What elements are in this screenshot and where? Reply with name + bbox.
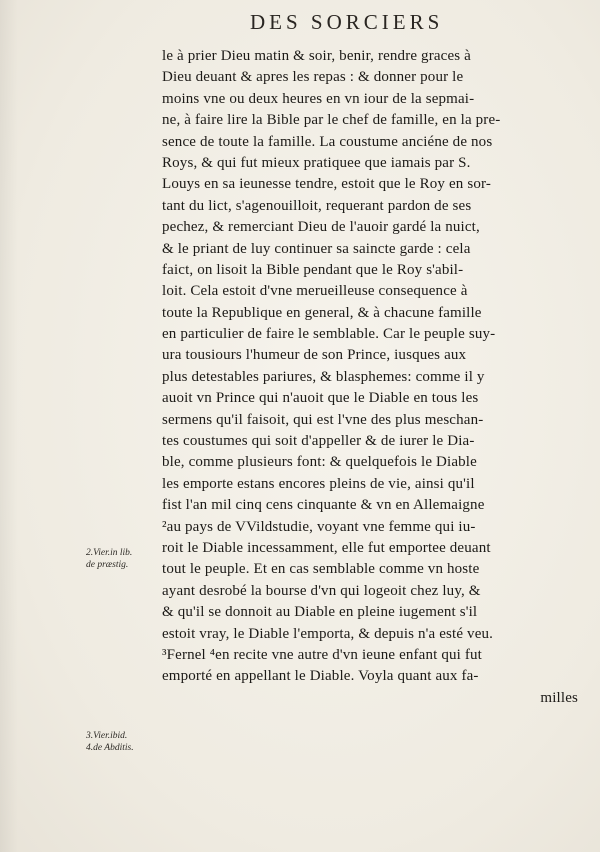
- text-line: ²au pays de VVildstudie, voyant vne femme qui iu-: [162, 518, 476, 535]
- text-line: sermens qu'il faisoit, qui est l'vne des plus meschan-: [162, 411, 484, 428]
- text-line: Louys en sa ieunesse tendre, estoit que le Roy en sor-: [162, 176, 491, 193]
- margin-note-vier-abditis: [86, 730, 156, 754]
- text-line: ³Fernel ⁴en recite vne autre d'vn ieune enfant qui fut: [162, 646, 482, 663]
- text-line: plus detestables pariures, & blasphemes: comme il y: [162, 368, 485, 385]
- running-header: DES SORCIERS: [250, 10, 444, 34]
- text-line: Dieu deuant & apres les repas : & donner pour le: [162, 69, 464, 86]
- text-line: tes coustumes qui soit d'appeller & de iurer le Dia-: [162, 433, 475, 450]
- text-line: moins vne ou deux heures en vn iour de la sepmai-: [162, 90, 475, 107]
- margin-note-line: de præstig.: [86, 560, 129, 570]
- text-line: Roys, & qui fut mieux pratiquee que iamais par S.: [162, 154, 471, 171]
- text-line: milles: [540, 689, 578, 706]
- text-line: & qu'il se donnoit au Diable en pleine iugement s'il: [162, 604, 478, 621]
- text-line: tout le peuple. Et en cas semblable comme vn hoste: [162, 561, 480, 578]
- text-line: fist l'an mil cinq cens cinquante & vn en Allemaigne: [162, 497, 485, 514]
- text-line: tant du lict, s'agenouilloit, requerant pardon de ses: [162, 197, 472, 214]
- text-line: ayant desrobé la bourse d'vn qui logeoit chez luy, &: [162, 582, 481, 599]
- text-line: faict, on lisoit la Bible pendant que le Roy s'abil-: [162, 261, 464, 278]
- body-text: [162, 46, 582, 709]
- text-line: loit. Cela estoit d'vne merueilleuse consequence à: [162, 283, 468, 300]
- text-line: sence de toute la famille. La coustume anciéne de nos: [162, 133, 493, 150]
- margin-note-vier-praestig: [86, 547, 156, 571]
- text-line: ura tousiours l'humeur de son Prince, iusques aux: [162, 347, 467, 364]
- text-line: auoit vn Prince qui n'auoit que le Diable en tous les: [162, 390, 479, 407]
- text-line: & le priant de luy continuer sa saincte garde : cela: [162, 240, 471, 257]
- text-line: ne, à faire lire la Bible par le chef de famille, en la pre-: [162, 112, 501, 129]
- text-line: le à prier Dieu matin & soir, benir, rendre graces à: [162, 48, 471, 64]
- text-line: ble, comme plusieurs font: & quelquefois le Diable: [162, 454, 477, 471]
- margin-note-line: 3.Vier.ibid.: [86, 731, 128, 741]
- text-line: toute la Republique en general, & à chacune famille: [162, 304, 482, 321]
- text-line: emporté en appellant le Diable. Voyla quant aux fa-: [162, 668, 479, 685]
- text-line: en particulier de faire le semblable. Car le peuple suy-: [162, 326, 496, 343]
- binding-shadow: [0, 0, 18, 852]
- text-line: estoit vray, le Diable l'emporta, & depuis n'a esté veu.: [162, 625, 494, 642]
- text-line: roit le Diable incessamment, elle fut emportee deuant: [162, 539, 491, 556]
- margin-note-line: 4.de Abditis.: [86, 743, 134, 753]
- text-line: pechez, & remerciant Dieu de l'auoir gardé la nuict,: [162, 219, 480, 236]
- text-line: les emporte estans encores pleins de vie, ainsi qu'il: [162, 475, 475, 492]
- margin-note-line: 2.Vier.in lib.: [86, 548, 133, 558]
